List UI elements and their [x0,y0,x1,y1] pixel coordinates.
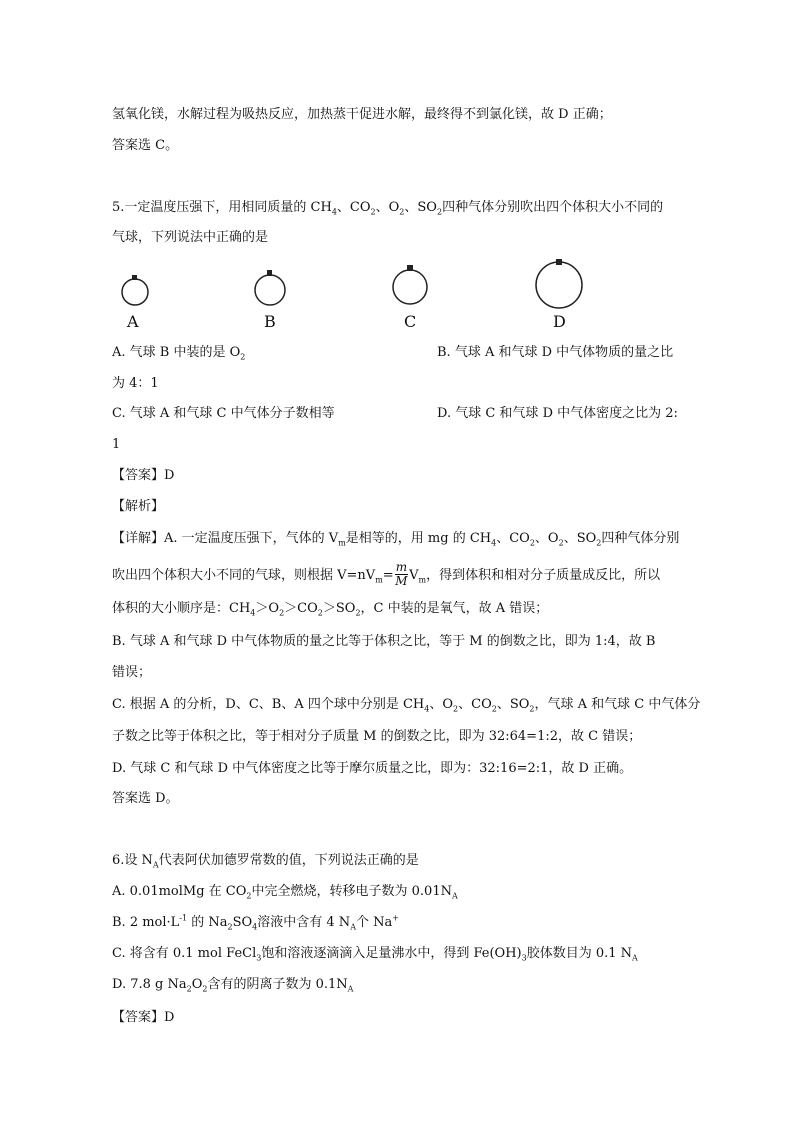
q5-detail-line8: D. 气球 C 和气球 D 中气体密度之比等于摩尔质量之比，即为：32:16=2:1，故 D 正确。 [112,761,633,776]
balloon-label-d: D [553,312,566,331]
q5-option-b: B. 气球 A 和气球 D 中气体物质的量之比 [437,345,674,360]
q5-option-d-cont: 1 [112,437,121,452]
q5-detail-line2: 吹出四个体积大小不同的气球，则根据 $V=nV_m=$ $\frac{m}{M}$ $V_m$，得到体积和相对分子质量成反比，所以 [112,560,661,588]
q5-option-c: C. 气球 A 和气球 C 中气体分子数相等 [112,406,335,421]
q5-detail-line3: 体积的大小顺序是：$CH_4>O_2>CO_2>SO_2$，C 中装的是氧气，故 A 错误； [112,601,549,618]
balloon-label-c: C [404,312,417,331]
q4-answer-select: 答案选 C。 [112,138,179,153]
q5-option-d: D. 气球 C 和气球 D 中气体密度之比为 2: [437,406,678,421]
q5-stem-line1: 5.一定温度压强下，用相同质量的 $CH_4$、$CO_2$、$O_2$、$SO_2$四种气体分别吹出四个体积大小不同的 [112,200,664,217]
balloon-label-a: A [127,312,139,331]
balloon-a [122,275,148,305]
q5-option-b-cont: 为 4：1 [112,376,159,391]
balloon-b [255,270,285,305]
q5-detail-line4: B. 气球 A 和气球 D 中气体物质的量之比等于体积之比，等于 M 的倒数之比，即为 1:4，故 B [112,634,656,649]
q6-answer: 【答案】D [112,1010,175,1025]
q6-stem: 6.设 $N_A$代表阿伏加德罗常数的值，下列说法正确的是 [112,853,419,870]
balloon-d [536,259,582,308]
molar-fraction: $\frac{m}{M}$ [395,560,408,588]
q5-detail-line1: 【详解】A. 一定温度压强下，气体的 $V_m$是相等的，用 mg 的 $CH_4$、$CO_2$、$O_2$、$SO_2$四种气体分别 [112,531,680,548]
q6-option-d: D. 7.8 g $Na_2O_2$含有的阴离子数为 $0.1N_A$ [112,977,354,994]
q4-analysis-line: 氢氧化镁，水解过程为吸热反应，加热蒸干促进水解，最终得不到氯化镁，故 D 正确； [112,107,612,122]
q5-detail-line7: 子数之比等于体积之比，等于相对分子质量 M 的倒数之比，即为 32:64=1:2，故 C 错误； [112,729,642,744]
q5-stem-line2: 气球，下列说法中正确的是 [112,230,269,245]
q5-analysis-heading: 【解析】 [112,499,165,514]
balloon-c [393,265,427,304]
q5-answer: 【答案】D [112,468,175,483]
balloon-figure [112,255,592,335]
q5-detail-line5: 错误； [112,665,152,680]
q6-option-c: C. 将含有 0.1 mol FeCl$_3$饱和溶液逐滴滴入足量沸水中，得到 $Fe(OH)_3$胶体数目为 0.1 $N_A$ [112,946,638,963]
q5-option-a: A. 气球 B 中装的是 $O_2$ [112,345,246,362]
q5-answer-select: 答案选 D。 [112,791,179,806]
balloon-label-b: B [264,312,276,331]
q6-option-a: A. 0.01molMg 在 $CO_2$中完全燃烧，转移电子数为 $0.01N_A$ [112,884,458,901]
q6-option-b: B. 2 $mol\cdot L^{-1}$ 的 $Na_2SO_4$溶液中含有 4 $N_A$个 Na+ [112,913,399,932]
q5-detail-line6: C. 根据 A 的分析，D、C、B、A 四个球中分别是 $CH_4$、$O_2$、$CO_2$、$SO_2$，气球 A 和气球 C 中气体分 [112,697,701,714]
